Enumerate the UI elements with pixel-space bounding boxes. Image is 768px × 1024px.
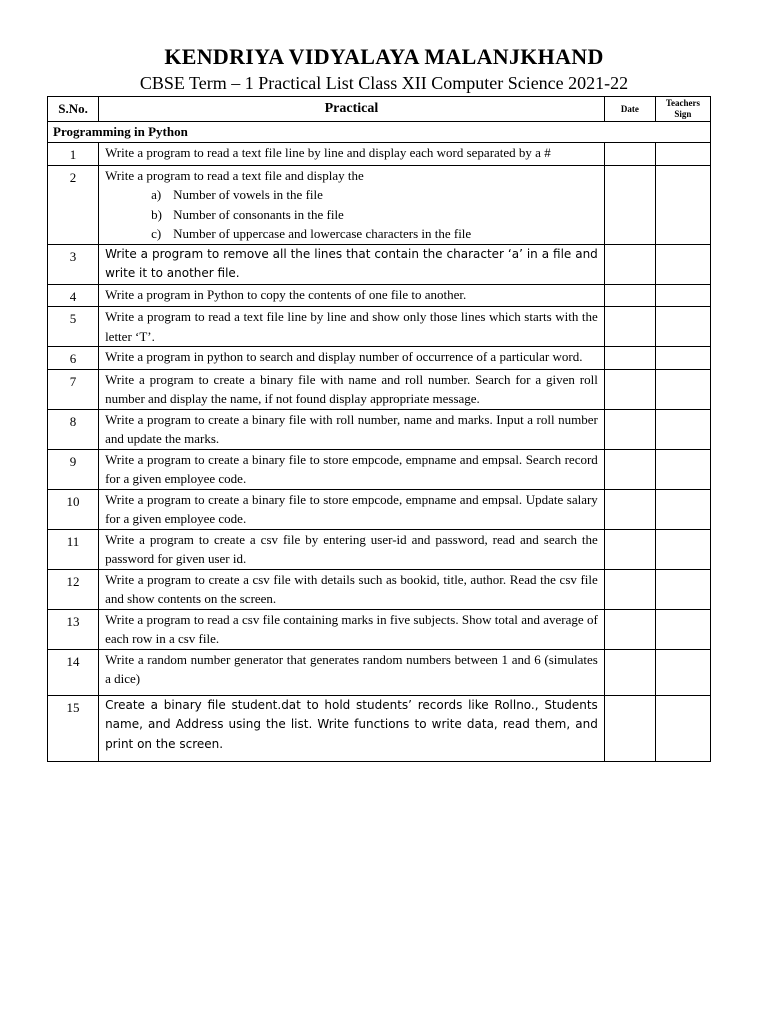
row-practical: Write a random number generator that generates random numbers between 1 and 6 (simulates a dice) (99, 649, 605, 695)
row-sign-cell (655, 449, 710, 489)
table-row (48, 284, 711, 307)
row-number: 12 (48, 569, 99, 609)
row-practical: Write a program to read a text file line by line and display each word separated by a # (99, 143, 605, 166)
row-practical: Create a binary file student.dat to hold students’ records like Rollno., Students name, and Address using the list. Write functions to write data, read them, and print on the screen. (99, 695, 605, 762)
table-row (48, 307, 711, 347)
row-date-cell (604, 143, 655, 166)
sub-item (105, 224, 598, 244)
sub-item-label: c) (151, 226, 162, 241)
practical-list-table (47, 96, 711, 762)
row-practical: Write a program to create a binary file with roll number, name and marks. Input a roll number and update the marks. (99, 409, 605, 449)
page-title: KENDRIYA VIDYALAYA MALANJKHAND (164, 44, 604, 69)
column-header-teachers-sign (655, 97, 710, 122)
row-sign-cell (655, 409, 710, 449)
row-date-cell (604, 307, 655, 347)
row-date-cell (604, 369, 655, 409)
row-date-cell (604, 609, 655, 649)
row-practical: Write a program to create a csv file by entering user-id and password, read and search the password for given user id. (99, 529, 605, 569)
row-date-cell (604, 409, 655, 449)
row-sign-cell (655, 369, 710, 409)
sub-item-text: Number of consonants in the file (173, 206, 344, 222)
row-practical: Write a program to read a csv file containing marks in five subjects. Show total and average of each row in a csv file. (99, 609, 605, 649)
row-date-cell (604, 284, 655, 307)
row-date-cell (604, 347, 655, 370)
sub-item (105, 185, 598, 205)
row-number: 7 (48, 369, 99, 409)
row-number: 14 (48, 649, 99, 695)
column-header-sign-line2: Sign (674, 109, 692, 119)
row-date-cell (604, 529, 655, 569)
row-practical: Write a program in Python to copy the contents of one file to another. (99, 284, 605, 307)
row-sign-cell (655, 649, 710, 695)
sub-item-label: b) (151, 206, 162, 222)
row-sign-cell (655, 143, 710, 166)
row-number: 9 (48, 449, 99, 489)
sub-item-text: Number of uppercase and lowercase characters in the file (173, 226, 472, 241)
row-number: 1 (48, 143, 99, 166)
row-practical: Write a program to remove all the lines that contain the character ‘a’ in a file and write it to another file. (99, 244, 605, 284)
row-practical (99, 165, 605, 244)
table-row (48, 143, 711, 166)
row-number: 2 (48, 165, 99, 244)
row-practical-text: Write a program to read a text file and display the (105, 167, 364, 183)
row-date-cell (604, 449, 655, 489)
table-row (48, 489, 711, 529)
row-sign-cell (655, 695, 710, 762)
table-row (48, 449, 711, 489)
sub-item-label: a) (151, 187, 162, 202)
row-date-cell (604, 649, 655, 695)
row-sign-cell (655, 569, 710, 609)
row-sign-cell (655, 165, 710, 244)
row-practical: Write a program to create a csv file with details such as bookid, title, author. Read the csv file and show contents on the screen. (99, 569, 605, 609)
row-number: 11 (48, 529, 99, 569)
column-header-sign-line1: Teachers (665, 98, 701, 108)
row-number: 4 (48, 284, 99, 307)
table-row (48, 347, 711, 370)
sub-item-text: Number of vowels in the file (173, 187, 323, 202)
table-header-row (48, 97, 711, 122)
table-row (48, 695, 711, 762)
row-number: 5 (48, 307, 99, 347)
table-row (48, 369, 711, 409)
row-sign-cell (655, 307, 710, 347)
row-number: 3 (48, 244, 99, 284)
row-date-cell (604, 489, 655, 529)
row-date-cell (604, 569, 655, 609)
column-header-date: Date (604, 97, 655, 122)
section-title: Programming in Python (48, 122, 711, 143)
table-row (48, 649, 711, 695)
section-row (48, 122, 711, 143)
column-header-sno: S.No. (48, 97, 99, 122)
row-number: 15 (48, 695, 99, 762)
table-row (48, 569, 711, 609)
column-header-practical: Practical (99, 97, 605, 122)
sub-item (105, 205, 598, 225)
table-row (48, 609, 711, 649)
row-sign-cell (655, 244, 710, 284)
table-row (48, 409, 711, 449)
row-sign-cell (655, 609, 710, 649)
row-sign-cell (655, 284, 710, 307)
table-row (48, 529, 711, 569)
row-number: 13 (48, 609, 99, 649)
row-practical: Write a program to create a binary file with name and roll number. Search for a given roll number and display the name, if not found display appropriate message. (99, 369, 605, 409)
row-date-cell (604, 244, 655, 284)
row-sign-cell (655, 489, 710, 529)
table-row (48, 165, 711, 244)
row-sign-cell (655, 529, 710, 569)
row-practical: Write a program to create a binary file to store empcode, empname and empsal. Update salary for a given employee code. (99, 489, 605, 529)
row-practical: Write a program to read a text file line by line and show only those lines which starts with the letter ‘T’. (99, 307, 605, 347)
row-date-cell (604, 165, 655, 244)
row-practical: Write a program in python to search and display number of occurrence of a particular word. (99, 347, 605, 370)
row-number: 6 (48, 347, 99, 370)
row-number: 8 (48, 409, 99, 449)
row-practical: Write a program to create a binary file to store empcode, empname and empsal. Search record for a given employee code. (99, 449, 605, 489)
row-number: 10 (48, 489, 99, 529)
page-subtitle: CBSE Term – 1 Practical List Class XII Computer Science 2021-22 (139, 73, 629, 93)
table-row (48, 244, 711, 284)
row-sign-cell (655, 347, 710, 370)
row-date-cell (604, 695, 655, 762)
